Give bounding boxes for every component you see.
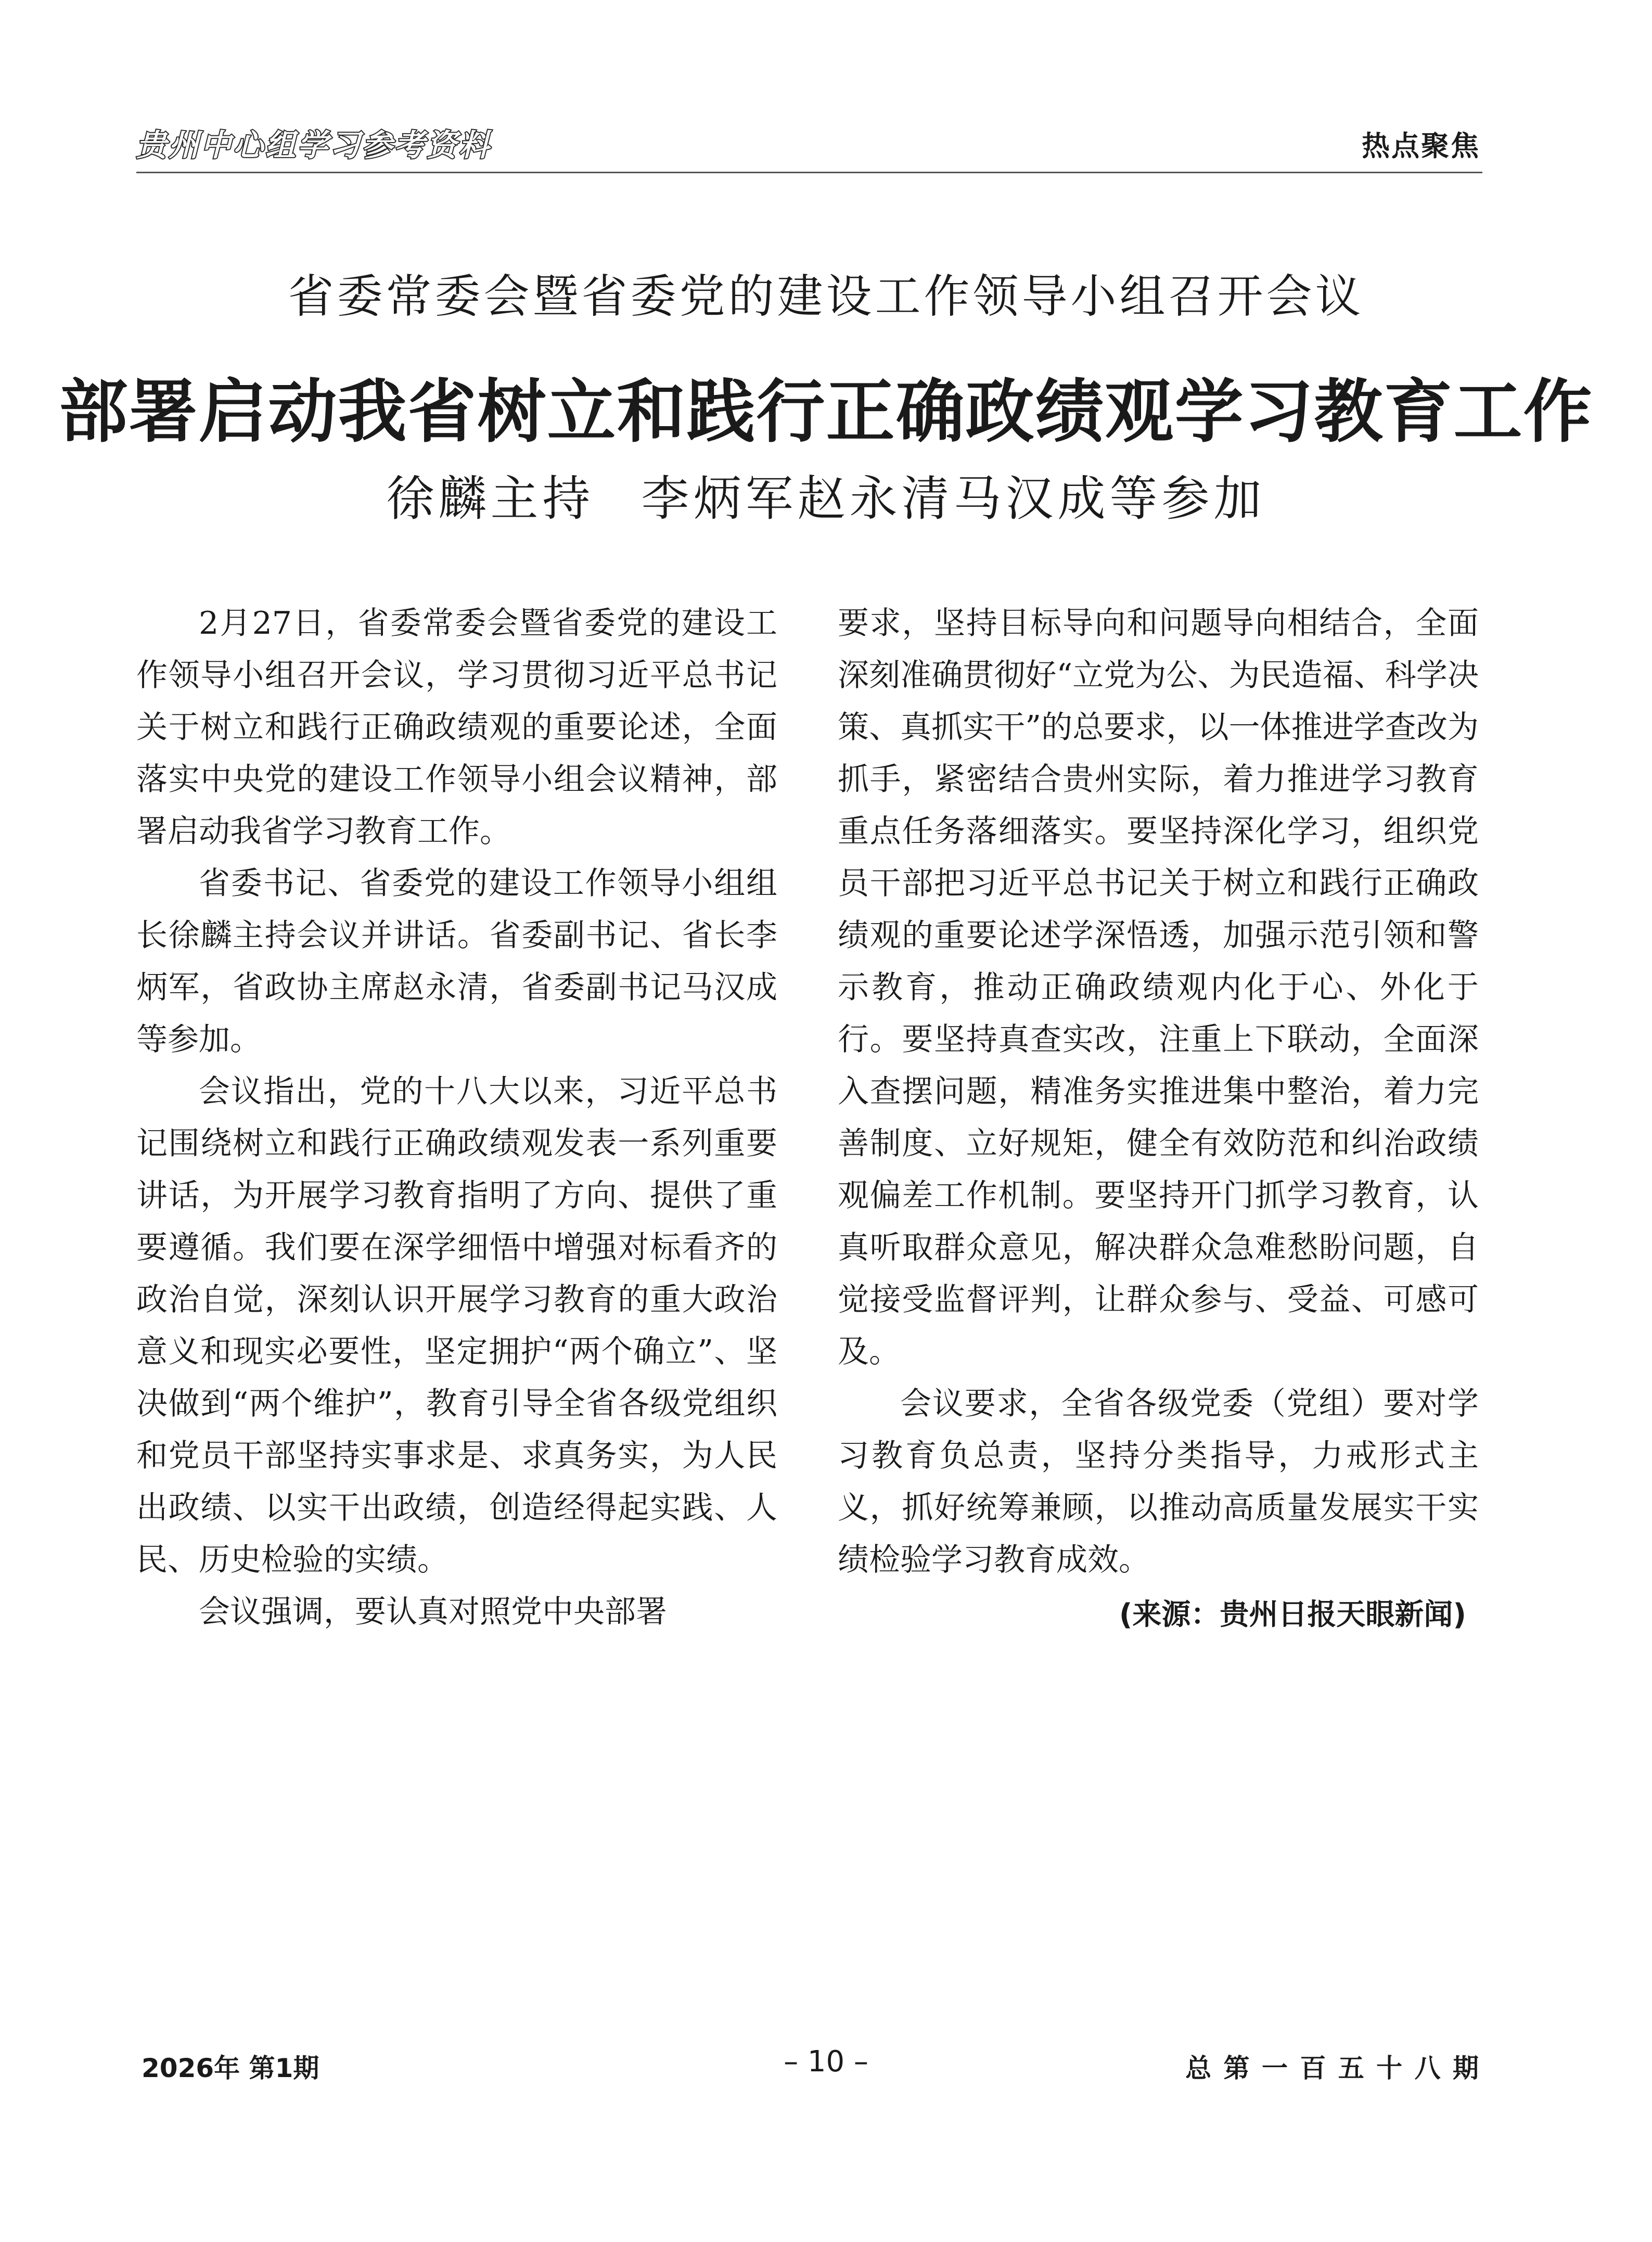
article-kicker: 省委常委会暨省委党的建设工作领导小组召开会议 <box>288 270 1364 323</box>
article-subheadline <box>0 460 1652 529</box>
total-issue-number: 总 第 一 百 五 十 八 期 <box>1185 2053 1480 2083</box>
article-source: (来源：贵州日报天眼新闻) <box>1119 1598 1466 1632</box>
subheadline-host: 徐麟主持 <box>386 471 595 527</box>
paragraph-4: 会议强调，要认真对照党中央部署 <box>199 1594 667 1630</box>
article-column-right <box>838 597 1479 1641</box>
publication-name: 贵州中心组学习参考资料 <box>136 127 492 163</box>
subheadline-attendees: 李炳军赵永清马汉成等参加 <box>641 471 1266 527</box>
paragraph-3: 会议指出，党的十八大以来，习近平总书记围绕树立和践行正确政绩观发表一系列重要讲话，为开展学习教育指明了方向、提供了重要遵循。我们要在深学细悟中增强对标看齐的政治自觉，深刻认识开展学习教育的重大政治意义和现实必要性，坚定拥护“两个确立”、坚决做到“两个维护”，教育引导全省各级党组织和党员干部坚持实事求是、求真务实，为人民出政绩、以实干出政绩，创造经得起实践、人民、历史检验的实绩。 <box>136 1073 777 1578</box>
paragraph-4-continued: 要求，坚持目标导向和问题导向相结合，全面深刻准确贯彻好“立党为公、为民造福、科学决策、真抓实干”的总要求，以一体推进学查改为抓手，紧密结合贵州实际，着力推进学习教育重点任务落细落实。要坚持深化学习，组织党员干部把习近平总书记关于树立和践行正确政绩观的重要论述学深悟透，加强示范引领和警示教育，推动正确政绩观内化于心、外化于行。要坚持真查实改，注重上下联动，全面深入查摆问题，精准务实推进集中整治，着力完善制度、立好规矩，健全有效防范和纠治政绩观偏差工作机制。要坚持开门抓学习教育，认真听取群众意见，解决群众急难愁盼问题，自觉接受监督评判，让群众参与、受益、可感可及。 <box>838 605 1479 1370</box>
article-headline: 部署启动我省树立和践行正确政绩观学习教育工作 <box>59 372 1593 452</box>
paragraph-1: 2月27日，省委常委会暨省委党的建设工作领导小组召开会议，学习贯彻习近平总书记关于树立和践行正确政绩观的重要论述，全面落实中央党的建设工作领导小组会议精神，部署启动我省学习教育工作。 <box>136 605 777 850</box>
issue-number: 2026年 第1期 <box>142 2053 319 2083</box>
header-divider <box>136 172 1482 173</box>
paragraph-5: 会议要求，全省各级党委（党组）要对学习教育负总责，坚持分类指导，力戒形式主义，抓好统筹兼顾，以推动高质量发展实干实绩检验学习教育成效。 <box>838 1386 1479 1578</box>
section-label: 热点聚焦 <box>1362 130 1480 162</box>
article-column-left <box>136 597 777 1638</box>
paragraph-2: 省委书记、省委党的建设工作领导小组组长徐麟主持会议并讲话。省委副书记、省长李炳军，省政协主席赵永清，省委副书记马汉成等参加。 <box>136 865 777 1058</box>
page-number: – 10 – <box>784 2045 868 2079</box>
